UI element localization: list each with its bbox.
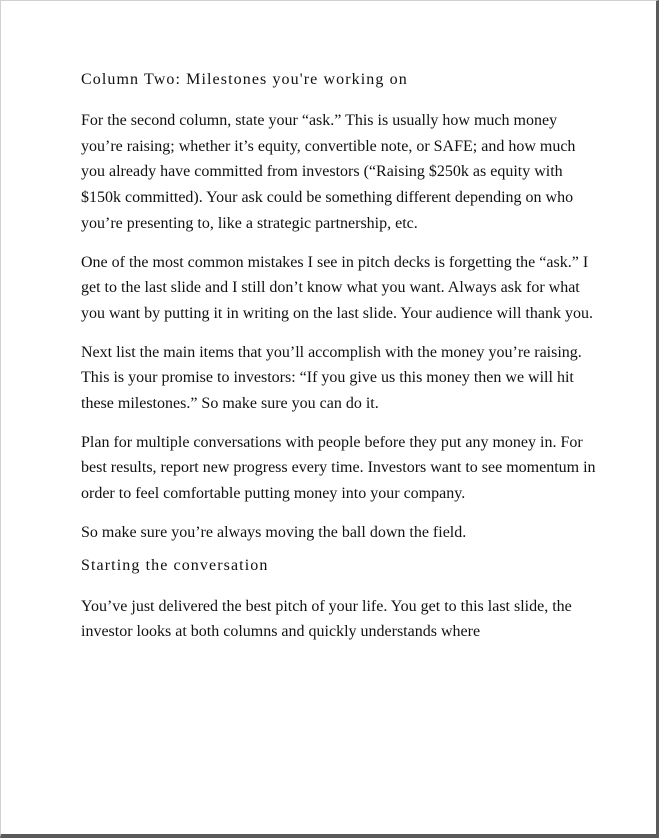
paragraph-plan-conversations: Plan for multiple conversations with people before they put any money in. For best results, report new progress every time. Investors want to see momentum in order to feel comfortable putting money into your company. — [81, 433, 596, 503]
paragraph-list-main-items: Next list the main items that you’ll accomplish with the money you’re raising. This is your promise to investors: “If you give us this money then we will hit these milestones.” So make sure you can do it. — [81, 343, 582, 413]
paragraph-moving-the-ball: So make sure you’re always moving the ball down the field. — [81, 523, 467, 541]
paragraph-best-pitch: You’ve just delivered the best pitch of your life. You get to this last slide, the investor looks at both columns and quickly understands where — [81, 597, 572, 641]
paragraph-common-mistakes: One of the most common mistakes I see in pitch decks is forgetting the “ask.” I get to the last slide and I still don’t know what you want. Always ask for what you want by putting it in writing on the last slide. Your audience will thank you. — [81, 253, 593, 322]
section-heading-milestones: Column Two: Milestones you're working on — [81, 71, 408, 88]
page-content — [81, 69, 601, 645]
section-heading-starting-conversation: Starting the conversation — [81, 556, 269, 574]
paragraph-state-your-ask: For the second column, state your “ask.” This is usually how much money you’re raising; whether it’s equity, convertible note, or SAFE; and how much you already have committed from investors (“Raising $250k as equity with $150k committed). Your ask could be something different depending on who you’re presenting to, like a strategic partnership, etc. — [81, 112, 576, 232]
